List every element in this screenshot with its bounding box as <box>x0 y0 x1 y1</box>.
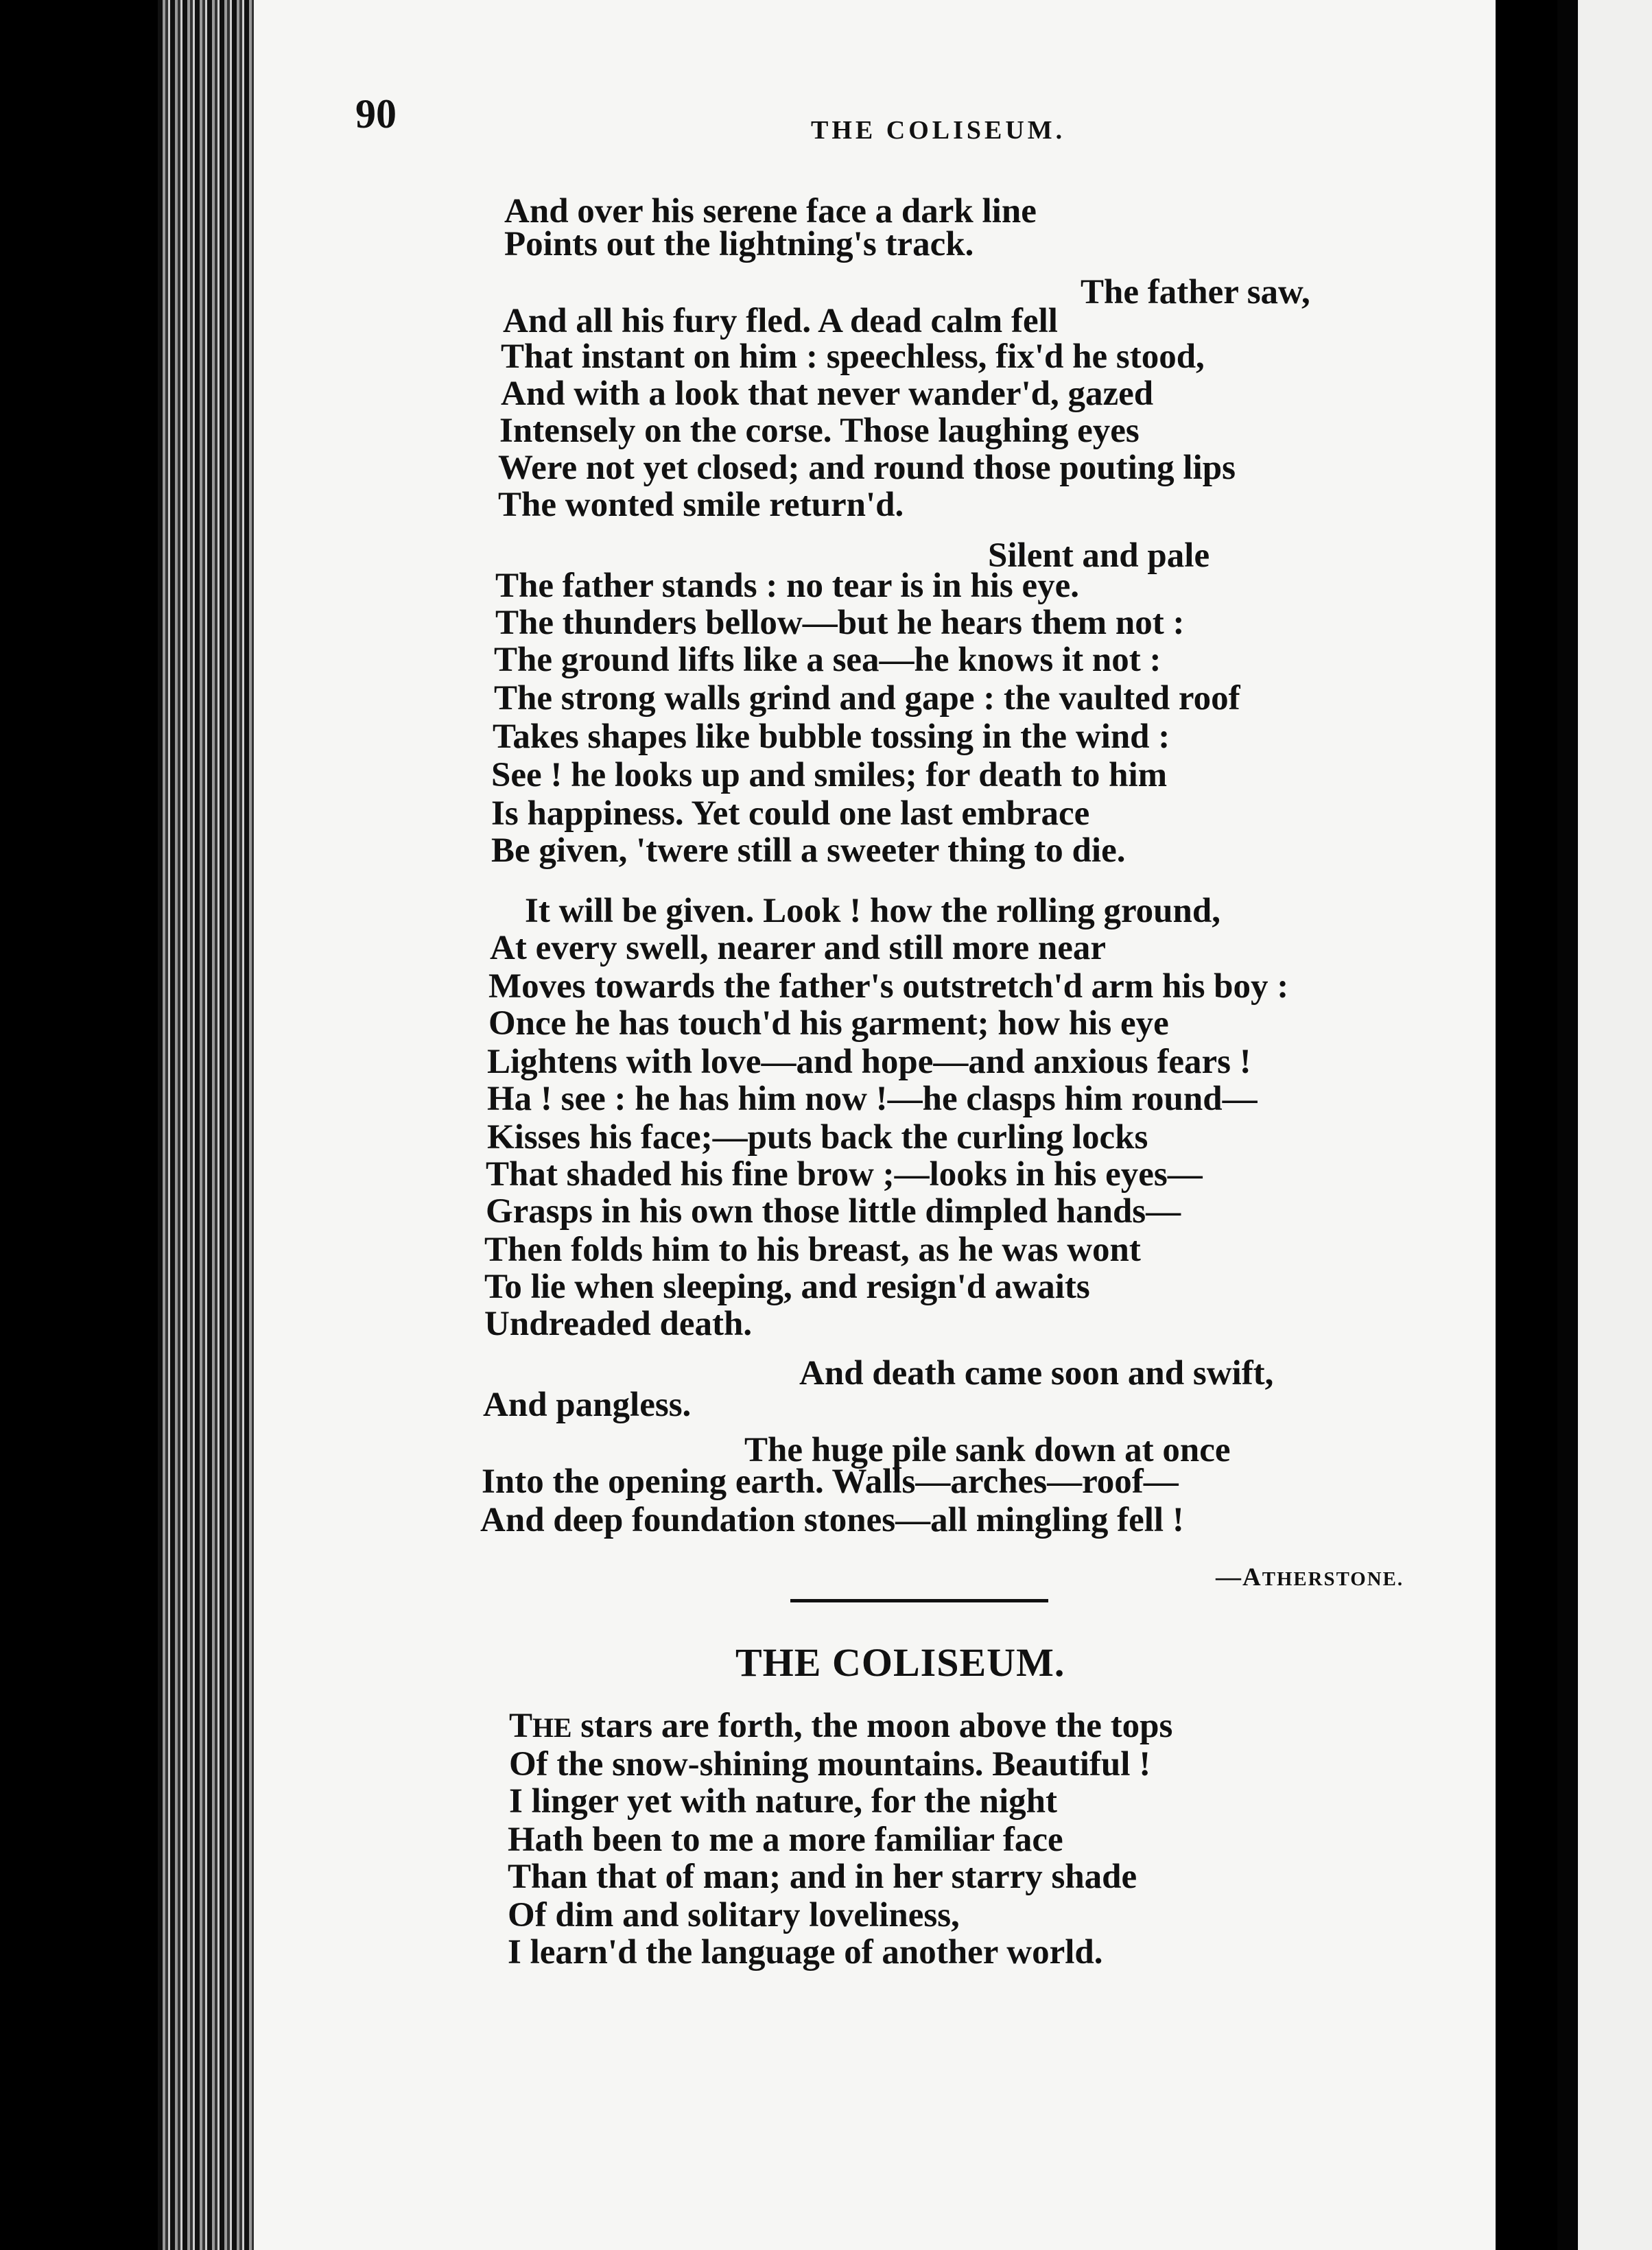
poem-line: Lightens with love—and hope—and anxious fears ! <box>487 1043 1251 1081</box>
poem-line: Once he has touch'd his garment; how his eye <box>488 1004 1169 1043</box>
poem-line: To lie when sleeping, and resign'd awaits <box>484 1268 1090 1306</box>
poem-line: Silent and pale <box>988 536 1210 575</box>
poem-line: Ha ! see : he has him now !—he clasps him round— <box>487 1080 1258 1118</box>
poem-line: And with a look that never wander'd, gazed <box>501 375 1154 413</box>
poem-line: And death came soon and swift, <box>799 1354 1274 1393</box>
poem-line: Were not yet closed; and round those pouting lips <box>498 449 1236 487</box>
poem-line: The father saw, <box>1081 273 1310 311</box>
section-line: I linger yet with nature, for the night <box>509 1782 1057 1821</box>
attribution-rest: THERSTONE. <box>1262 1568 1404 1590</box>
book-page <box>254 0 1496 2250</box>
poem-line: See ! he looks up and smiles; for death to him <box>491 756 1168 794</box>
section-line: I learn'd the language of another world. <box>508 1933 1103 1971</box>
section-line: Of the snow-shining mountains. Beautiful ! <box>509 1745 1151 1784</box>
poem-line: And over his serene face a dark line <box>504 192 1037 230</box>
poem-line: Into the opening earth. Walls—arches—roof— <box>482 1463 1179 1501</box>
poem-line: And deep foundation stones—all mingling fell ! <box>480 1501 1184 1539</box>
poem-line: It will be given. Look ! how the rolling ground, <box>525 892 1221 930</box>
poem-line: Moves towards the father's outstretch'd arm his boy : <box>488 967 1289 1006</box>
poem-line: The thunders bellow—but he hears them not : <box>495 604 1185 642</box>
attribution <box>1216 1563 1404 1592</box>
first-line-text: stars are forth, the moon above the tops <box>571 1707 1173 1745</box>
section-divider <box>790 1599 1048 1602</box>
poem-line: The father stands : no tear is in his eye. <box>495 567 1079 605</box>
gutter-shadow <box>1557 0 1578 2250</box>
section-first-line <box>509 1708 1172 1746</box>
attribution-dash: — <box>1216 1563 1242 1591</box>
poem-line: And all his fury fled. A dead calm fell <box>503 302 1058 340</box>
poem-line: Is happiness. Yet could one last embrace <box>491 794 1090 833</box>
poem-line: Takes shapes like bubble tossing in the wind : <box>493 718 1170 756</box>
poem-line: Intensely on the corse. Those laughing eyes <box>499 412 1140 450</box>
poem-line: Undreaded death. <box>484 1305 753 1343</box>
poem-line: Be given, 'twere still a sweeter thing to die. <box>491 831 1126 870</box>
poem-line: Points out the lightning's track. <box>504 225 974 263</box>
poem-line: The wonted smile return'd. <box>498 486 904 524</box>
facing-page-edge <box>1578 0 1652 2250</box>
poem-line: That instant on him : speechless, fix'd he stood, <box>501 338 1205 376</box>
poem-line: The ground lifts like a sea—he knows it not : <box>494 641 1161 679</box>
attribution-initial: A <box>1242 1563 1262 1591</box>
poem-line: And pangless. <box>483 1386 692 1424</box>
poem-line: That shaded his fine brow ;—looks in his eyes— <box>486 1155 1203 1194</box>
page-number: 90 <box>355 91 397 137</box>
section-line: Hath been to me a more familiar face <box>508 1821 1063 1859</box>
poem-line: Kisses his face;—puts back the curling locks <box>487 1118 1148 1157</box>
poem-line: Then folds him to his breast, as he was wont <box>484 1231 1141 1269</box>
section-line: Than that of man; and in her starry shade <box>508 1858 1137 1896</box>
book-page-edges <box>158 0 254 2250</box>
drop-initial: T <box>509 1707 533 1745</box>
section-line: Of dim and solitary loveliness, <box>508 1896 960 1934</box>
poem-line: The strong walls grind and gape : the vaulted roof <box>494 679 1240 718</box>
poem-line: Grasps in his own those little dimpled hands— <box>486 1192 1181 1231</box>
section-title: THE COLISEUM. <box>735 1640 1065 1685</box>
small-caps-word: HE <box>532 1713 572 1743</box>
running-title: THE COLISEUM. <box>811 116 1066 145</box>
poem-line: At every swell, nearer and still more near <box>490 929 1106 967</box>
poem-line: The huge pile sank down at once <box>744 1431 1231 1469</box>
